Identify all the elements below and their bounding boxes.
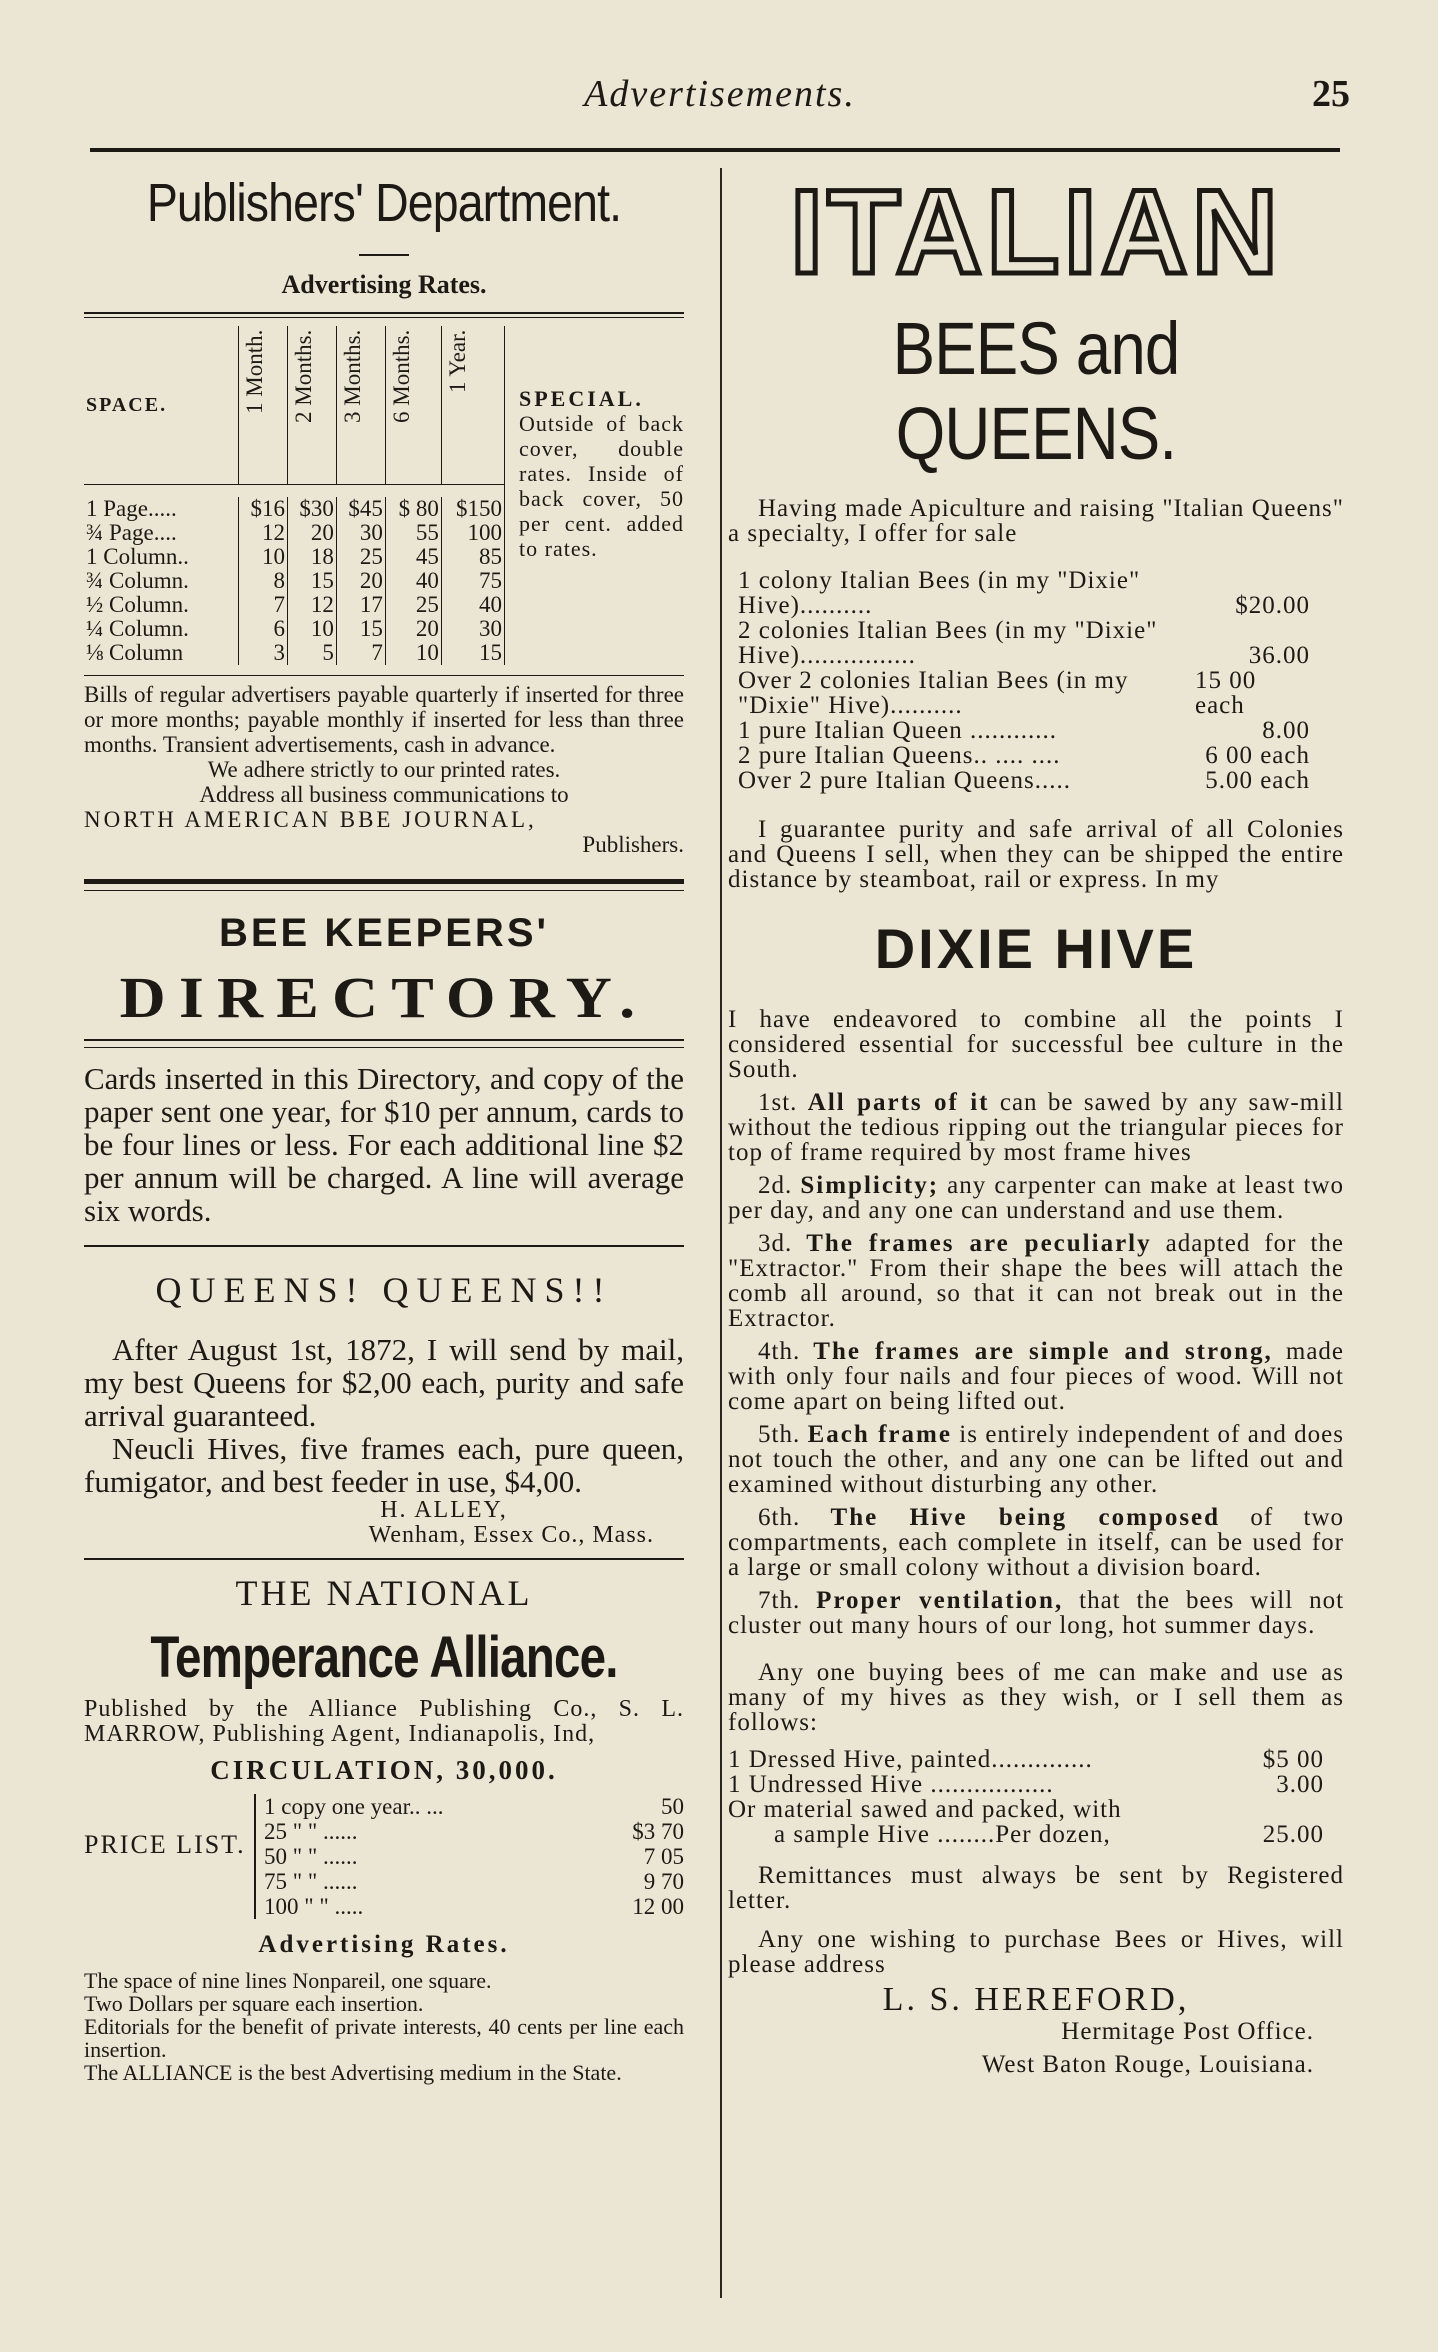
page-number: 25 [1312,73,1350,115]
col-header: 3 Months. [336,326,385,485]
table-row: ⅛ Column 3 5 7 10 15 [86,640,502,665]
wishing-text: Any one wishing to purchase Bees or Hives, will please address [728,1926,1344,1978]
point-4: 4th. The frames are simple and strong, made with only four nails and four pieces of wood. Will not come apart on being lifted out. [728,1338,1345,1415]
list-item: Or material sawed and packed, with [728,1796,1122,1823]
short-rule [359,254,409,256]
point-6: 6th. The Hive being composed of two compartments, each complete in itself, can be used for a large or small colony without a division board. [728,1504,1345,1581]
table-row: 1 Page..... $16 $30 $45 $ 80 $150 [86,496,502,521]
price-list [84,1794,684,1919]
list-item: 1 copy one year.. ... 50 [264,1794,684,1819]
directory-rule [84,1039,684,1041]
col-header: 2 Months. [287,326,336,485]
circulation: CIRCULATION, 30,000. [210,1755,558,1785]
temperance-rule [84,1558,684,1560]
temperance-ad-title: Advertising Rates. [258,1931,510,1958]
header-title: Advertisements. [584,73,856,115]
header-rule [90,148,1340,152]
queens-title: QUEENS! QUEENS!! [155,1270,613,1310]
temperance-ad-text-1: The space of nine lines Nonpareil, one square. [84,1968,492,1993]
running-header [90,72,1350,128]
right-column [728,160,1344,2077]
temperance-ad-text-2: Two Dollars per square each insertion. [84,1991,424,2016]
list-item: 2 colonies Italian Bees (in my "Dixie" Hive)................ 36.00 [738,617,1310,669]
rates-header-row [84,326,504,485]
list-item: 100 " " ..... 12 00 [264,1894,684,1919]
col-header: 1 Year. [441,326,504,485]
guarantee-text: I guarantee purity and safe arrival of all Colonies and Queens I sell, when they can be shipped the entire distance by steamboat, rail or express. In my [728,816,1344,893]
publishers-signature: Publishers. [582,832,684,857]
list-item: 1 pure Italian Queen ............ 8.00 [738,717,1310,744]
list-item: 75 " " ...... 9 70 [264,1869,684,1894]
endeavored-text: I have endeavored to combine all the points I considered essential for successful bee culture in the South. [728,1006,1344,1083]
table-bottom-rule [84,675,684,676]
bills-text: Bills of regular advertisers payable quarterly if inserted for three or more months; payable monthly if inserted for less than three months. Transient advertisements, cash in advance. [84,682,684,757]
list-item: Over 2 pure Italian Queens..... 5.00 each [738,767,1310,794]
queens-text-1: After August 1st, 1872, I will send by mail, my best Queens for $2,00 each, purity and safe arrival guaranteed. [84,1332,684,1433]
italian-price-list [728,568,1344,793]
hereford-post: Hermitage Post Office. [1061,2018,1314,2045]
rates-table [84,326,504,665]
point-1: 1st. All parts of it can be sawed by any saw-mill without the tedious ripping out the triangular pieces for top of frame required by most frame hives [728,1089,1344,1166]
queens-rule [84,1245,684,1247]
point-2: 2d. Simplicity; any carpenter can make at least two per day, and any one can understand and use them. [728,1172,1345,1224]
col-header: 1 Month. [239,326,288,485]
bees-and-queens-title: BEES and QUEENS. [892,307,1180,475]
double-rule [84,312,684,318]
directory-text: Cards inserted in this Directory, and copy of the paper sent one year, for $10 per annum, cards to be four lines or less. For each additional line $2 per annum will be charged. A line will average six words. [84,1061,684,1228]
column-divider [720,168,722,2298]
list-item: 1 Dressed Hive, painted.............. $5 00 [728,1746,1324,1773]
temperance-pub: Published by the Alliance Publishing Co., S. L. MARROW, Publishing Agent, Indianapolis, Ind, [84,1696,684,1747]
alley-name: H. ALLEY, [380,1497,508,1523]
dixie-hive-title: DIXIE HIVE [874,917,1198,980]
table-row: ¾ Column. 8 15 20 40 75 [86,568,502,593]
table-row: ½ Column. 7 12 17 25 40 [86,592,502,617]
remittances-text: Remittances must always be sent by Registered letter. [728,1862,1344,1914]
temperance-title: Temperance Alliance. [150,1625,618,1690]
anyone-text: Any one buying bees of me can make and use as many of my hives as they wish, or I sell them as follows: [728,1659,1344,1736]
hereford-name: L. S. HEREFORD, [882,1981,1190,2018]
italian-title: ITALIAN [789,165,1283,299]
alley-place: Wenham, Essex Co., Mass. [368,1522,654,1548]
table-row: 1 Column.. 10 18 25 45 85 [86,544,502,569]
thin-rule [84,890,684,891]
list-item: 1 Undressed Hive ................. 3.00 [728,1771,1324,1798]
directory-rule [84,1047,684,1048]
temperance-ad-text-3: Editorials for the benefit of private interests, 40 cents per line each insertion. [84,2014,684,2062]
special-block [504,326,684,665]
list-item: a sample Hive ........Per dozen, 25.00 [774,1821,1324,1848]
hereford-place: West Baton Rouge, Louisiana. [981,2051,1314,2078]
publishers-title: Publishers' Department. [146,173,622,233]
national-title: THE NATIONAL [235,1573,533,1613]
thick-rule [84,879,684,884]
point-5: 5th. Each frame is entirely independent of and does not touch the other, and any one can be lifted out and examined without disturbing any other. [728,1421,1345,1498]
point-3: 3d. The frames are peculiarly adapted for the "Extractor." From their shape the bees will attach the comb all around, so that it can not break out in the Extractor. [728,1230,1344,1332]
price-list-label: PRICE LIST. [84,1830,246,1859]
journal-name: NORTH AMERICAN BBE JOURNAL, [84,807,537,832]
directory-title: DIRECTORY. [119,965,649,1030]
list-item: 2 pure Italian Queens.. .... .... 6 00 each [738,742,1310,769]
left-column [84,160,684,2084]
special-text: Outside of back cover, double rates. Inside of back cover, 50 per cent. added to rates. [519,411,684,561]
list-item: Over 2 colonies Italian Bees (in my "Dixie" Hive).......... 15 00 each [738,667,1257,719]
list-item: 25 " " ...... $3 70 [264,1819,684,1844]
italian-intro: Having made Apiculture and raising "Italian Queens" a specialty, I offer for sale [728,495,1344,547]
temperance-ad-text-4: The ALLIANCE is the best Advertising medium in the State. [84,2060,622,2085]
table-row: ¾ Page.... 12 20 30 55 100 [86,520,502,545]
space-label: SPACE. [86,394,168,416]
hive-price-list [728,1747,1344,1847]
queens-text-2: Neucli Hives, five frames each, pure queen, fumigator, and best feeder in use, $4,00. [84,1431,684,1499]
list-item: 1 colony Italian Bees (in my "Dixie" Hive).......... $20.00 [738,567,1310,619]
adhere-text: We adhere strictly to our printed rates. [207,757,561,782]
point-7: 7th. Proper ventilation, that the bees will not cluster out many hours of our long, hot summer days. [728,1587,1345,1639]
special-title: SPECIAL. [519,386,644,411]
rates-block [84,326,684,665]
list-item: 50 " " ...... 7 05 [264,1844,684,1869]
beekeepers-title: BEE KEEPERS' [218,911,550,955]
price-rows [254,1794,684,1919]
col-header: 6 Months. [385,326,441,485]
advertising-rates-heading: Advertising Rates. [281,270,487,299]
address-text: Address all business communications to [199,782,569,807]
table-row: ¼ Column. 6 10 15 20 30 [86,616,502,641]
